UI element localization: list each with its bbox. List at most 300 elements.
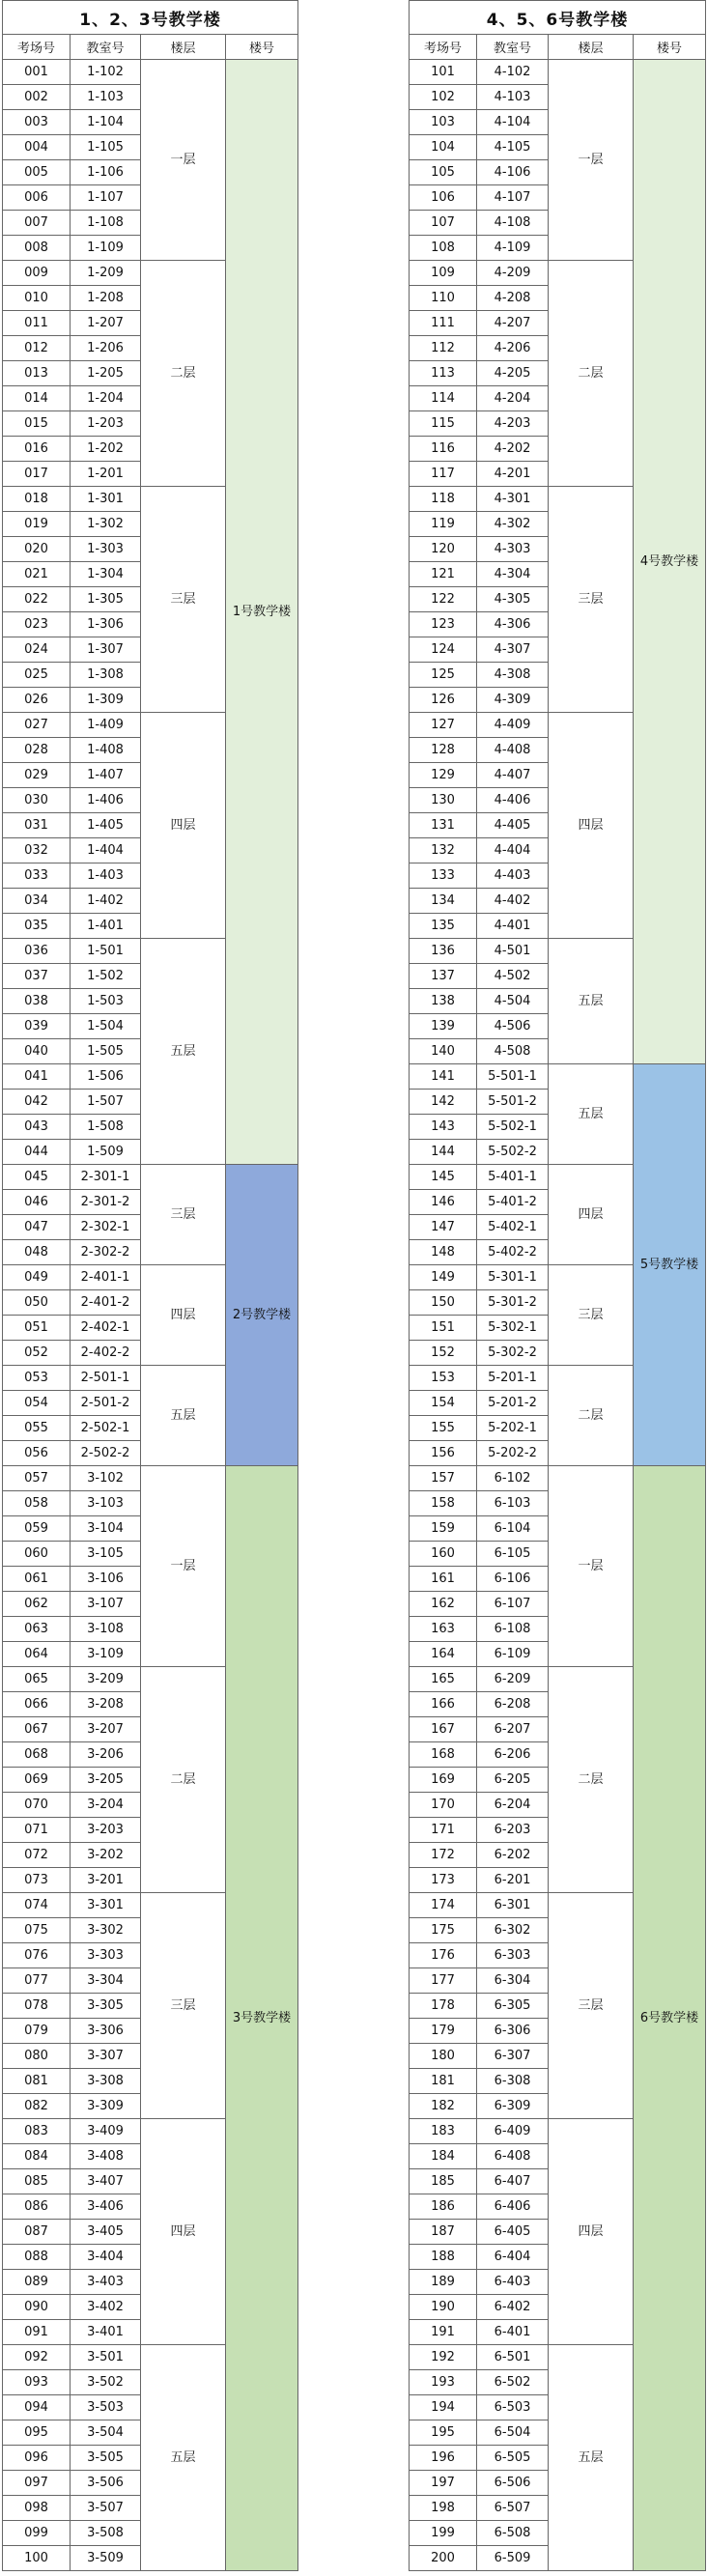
classroom-cell: 3-305: [71, 1994, 141, 2019]
exam-number-cell: 132: [410, 838, 477, 863]
exam-number-cell: 012: [3, 336, 71, 361]
classroom-cell: 6-406: [477, 2194, 549, 2220]
exam-number-cell: 037: [3, 964, 71, 989]
exam-number-cell: 058: [3, 1491, 71, 1516]
exam-number-cell: 130: [410, 788, 477, 813]
classroom-cell: 1-201: [71, 462, 141, 487]
exam-number-cell: 155: [410, 1416, 477, 1441]
exam-number-cell: 004: [3, 135, 71, 160]
table-row: [410, 60, 706, 85]
header-room-no: 教室号: [477, 35, 549, 60]
classroom-cell: 3-303: [71, 1943, 141, 1968]
exam-number-cell: 002: [3, 85, 71, 110]
floor-cell: 三层: [141, 487, 226, 713]
exam-number-cell: 031: [3, 813, 71, 838]
exam-number-cell: 105: [410, 160, 477, 185]
exam-number-cell: 007: [3, 211, 71, 236]
classroom-cell: 6-307: [477, 2044, 549, 2069]
exam-number-cell: 077: [3, 1968, 71, 1994]
classroom-cell: 1-301: [71, 487, 141, 512]
exam-number-cell: 026: [3, 688, 71, 713]
header-floor: 楼层: [141, 35, 226, 60]
exam-number-cell: 180: [410, 2044, 477, 2069]
classroom-cell: 3-402: [71, 2295, 141, 2320]
classroom-cell: 6-205: [477, 1768, 549, 1793]
exam-number-cell: 193: [410, 2370, 477, 2395]
classroom-cell: 1-403: [71, 863, 141, 889]
exam-number-cell: 052: [3, 1341, 71, 1366]
classroom-cell: 3-204: [71, 1793, 141, 1818]
classroom-cell: 1-107: [71, 185, 141, 211]
exam-number-cell: 140: [410, 1039, 477, 1064]
classroom-cell: 5-401-2: [477, 1190, 549, 1215]
classroom-cell: 6-404: [477, 2245, 549, 2270]
exam-number-cell: 185: [410, 2169, 477, 2194]
classroom-cell: 4-308: [477, 663, 549, 688]
classroom-cell: 2-501-2: [71, 1391, 141, 1416]
classroom-cell: 4-409: [477, 713, 549, 738]
exam-number-cell: 195: [410, 2420, 477, 2446]
classroom-cell: 4-105: [477, 135, 549, 160]
exam-number-cell: 097: [3, 2471, 71, 2496]
classroom-cell: 2-402-2: [71, 1341, 141, 1366]
classroom-cell: 3-207: [71, 1717, 141, 1742]
exam-number-cell: 086: [3, 2194, 71, 2220]
classroom-cell: 3-301: [71, 1893, 141, 1918]
exam-number-cell: 148: [410, 1240, 477, 1265]
exam-number-cell: 043: [3, 1115, 71, 1140]
classroom-cell: 4-108: [477, 211, 549, 236]
classroom-cell: 1-206: [71, 336, 141, 361]
classroom-cell: 6-407: [477, 2169, 549, 2194]
classroom-cell: 4-309: [477, 688, 549, 713]
exam-number-cell: 091: [3, 2320, 71, 2345]
classroom-cell: 3-408: [71, 2144, 141, 2169]
classroom-cell: 1-204: [71, 386, 141, 411]
exam-number-cell: 062: [3, 1592, 71, 1617]
floor-cell: 二层: [549, 261, 634, 487]
exam-number-cell: 001: [3, 60, 71, 85]
classroom-cell: 2-301-2: [71, 1190, 141, 1215]
exam-number-cell: 187: [410, 2220, 477, 2245]
exam-number-cell: 168: [410, 1742, 477, 1768]
exam-number-cell: 104: [410, 135, 477, 160]
exam-number-cell: 175: [410, 1918, 477, 1943]
exam-number-cell: 008: [3, 236, 71, 261]
exam-number-cell: 129: [410, 763, 477, 788]
classroom-cell: 4-302: [477, 512, 549, 537]
exam-number-cell: 082: [3, 2094, 71, 2119]
exam-number-cell: 083: [3, 2119, 71, 2144]
classroom-cell: 2-302-1: [71, 1215, 141, 1240]
exam-number-cell: 056: [3, 1441, 71, 1466]
floor-cell: 五层: [141, 2345, 226, 2571]
classroom-cell: 3-508: [71, 2521, 141, 2546]
exam-number-cell: 018: [3, 487, 71, 512]
floor-cell: 三层: [549, 487, 634, 713]
exam-number-cell: 137: [410, 964, 477, 989]
exam-number-cell: 133: [410, 863, 477, 889]
exam-number-cell: 118: [410, 487, 477, 512]
exam-number-cell: 066: [3, 1692, 71, 1717]
classroom-cell: 4-304: [477, 562, 549, 587]
floor-cell: 五层: [141, 939, 226, 1165]
exam-number-cell: 167: [410, 1717, 477, 1742]
floor-cell: 二层: [549, 1366, 634, 1466]
header-building: 楼号: [634, 35, 706, 60]
classroom-cell: 6-303: [477, 1943, 549, 1968]
classroom-cell: 5-402-2: [477, 1240, 549, 1265]
exam-number-cell: 153: [410, 1366, 477, 1391]
exam-number-cell: 035: [3, 914, 71, 939]
classroom-cell: 1-506: [71, 1064, 141, 1090]
classroom-cell: 3-403: [71, 2270, 141, 2295]
exam-number-cell: 183: [410, 2119, 477, 2144]
exam-number-cell: 022: [3, 587, 71, 612]
classroom-cell: 3-503: [71, 2395, 141, 2420]
classroom-cell: 1-103: [71, 85, 141, 110]
classroom-cell: 1-509: [71, 1140, 141, 1165]
exam-number-cell: 100: [3, 2546, 71, 2571]
classroom-cell: 4-107: [477, 185, 549, 211]
exam-number-cell: 154: [410, 1391, 477, 1416]
exam-number-cell: 041: [3, 1064, 71, 1090]
exam-number-cell: 170: [410, 1793, 477, 1818]
floor-cell: 二层: [141, 261, 226, 487]
classroom-cell: 1-102: [71, 60, 141, 85]
exam-number-cell: 021: [3, 562, 71, 587]
exam-number-cell: 055: [3, 1416, 71, 1441]
exam-room-table-left: [2, 0, 298, 2571]
classroom-cell: 1-408: [71, 738, 141, 763]
exam-number-cell: 099: [3, 2521, 71, 2546]
classroom-cell: 4-104: [477, 110, 549, 135]
exam-number-cell: 177: [410, 1968, 477, 1994]
exam-number-cell: 131: [410, 813, 477, 838]
classroom-cell: 4-201: [477, 462, 549, 487]
classroom-cell: 3-404: [71, 2245, 141, 2270]
classroom-cell: 5-201-2: [477, 1391, 549, 1416]
classroom-cell: 1-203: [71, 411, 141, 437]
exam-number-cell: 093: [3, 2370, 71, 2395]
classroom-cell: 6-109: [477, 1642, 549, 1667]
exam-number-cell: 139: [410, 1014, 477, 1039]
floor-cell: 一层: [549, 1466, 634, 1667]
classroom-cell: 3-501: [71, 2345, 141, 2370]
classroom-cell: 6-104: [477, 1516, 549, 1542]
exam-number-cell: 160: [410, 1542, 477, 1567]
exam-number-cell: 054: [3, 1391, 71, 1416]
exam-number-cell: 051: [3, 1316, 71, 1341]
exam-number-cell: 200: [410, 2546, 477, 2571]
classroom-cell: 6-507: [477, 2496, 549, 2521]
exam-number-cell: 059: [3, 1516, 71, 1542]
classroom-cell: 5-202-2: [477, 1441, 549, 1466]
classroom-cell: 5-201-1: [477, 1366, 549, 1391]
classroom-cell: 3-201: [71, 1868, 141, 1893]
classroom-cell: 6-106: [477, 1567, 549, 1592]
exam-number-cell: 010: [3, 286, 71, 311]
exam-number-cell: 014: [3, 386, 71, 411]
header-room-no: 教室号: [71, 35, 141, 60]
exam-number-cell: 144: [410, 1140, 477, 1165]
classroom-cell: 6-504: [477, 2420, 549, 2446]
table-row: [3, 60, 298, 85]
classroom-cell: 6-405: [477, 2220, 549, 2245]
classroom-cell: 6-508: [477, 2521, 549, 2546]
classroom-cell: 5-502-2: [477, 1140, 549, 1165]
classroom-cell: 1-202: [71, 437, 141, 462]
floor-cell: 四层: [141, 1265, 226, 1366]
exam-number-cell: 067: [3, 1717, 71, 1742]
exam-number-cell: 069: [3, 1768, 71, 1793]
classroom-cell: 3-304: [71, 1968, 141, 1994]
classroom-cell: 6-503: [477, 2395, 549, 2420]
exam-number-cell: 065: [3, 1667, 71, 1692]
exam-number-cell: 032: [3, 838, 71, 863]
exam-number-cell: 181: [410, 2069, 477, 2094]
exam-number-cell: 089: [3, 2270, 71, 2295]
exam-number-cell: 149: [410, 1265, 477, 1290]
exam-number-cell: 199: [410, 2521, 477, 2546]
exam-number-cell: 182: [410, 2094, 477, 2119]
exam-number-cell: 172: [410, 1843, 477, 1868]
floor-cell: 四层: [141, 2119, 226, 2345]
classroom-cell: 4-506: [477, 1014, 549, 1039]
exam-number-cell: 159: [410, 1516, 477, 1542]
exam-number-cell: 112: [410, 336, 477, 361]
exam-number-cell: 088: [3, 2245, 71, 2270]
exam-number-cell: 106: [410, 185, 477, 211]
classroom-cell: 3-502: [71, 2370, 141, 2395]
floor-cell: 三层: [549, 1893, 634, 2119]
classroom-cell: 2-502-1: [71, 1416, 141, 1441]
classroom-cell: 1-305: [71, 587, 141, 612]
exam-number-cell: 143: [410, 1115, 477, 1140]
classroom-cell: 1-402: [71, 889, 141, 914]
exam-number-cell: 178: [410, 1994, 477, 2019]
exam-number-cell: 092: [3, 2345, 71, 2370]
classroom-cell: 3-203: [71, 1818, 141, 1843]
exam-number-cell: 024: [3, 637, 71, 663]
classroom-cell: 6-209: [477, 1667, 549, 1692]
exam-number-cell: 030: [3, 788, 71, 813]
classroom-cell: 4-303: [477, 537, 549, 562]
exam-number-cell: 038: [3, 989, 71, 1014]
exam-number-cell: 128: [410, 738, 477, 763]
exam-number-cell: 107: [410, 211, 477, 236]
classroom-cell: 1-406: [71, 788, 141, 813]
classroom-cell: 4-106: [477, 160, 549, 185]
classroom-cell: 1-303: [71, 537, 141, 562]
classroom-cell: 1-503: [71, 989, 141, 1014]
classroom-cell: 5-202-1: [477, 1416, 549, 1441]
classroom-cell: 3-209: [71, 1667, 141, 1692]
table-row: [410, 1064, 706, 1090]
classroom-cell: 1-109: [71, 236, 141, 261]
exam-number-cell: 115: [410, 411, 477, 437]
exam-number-cell: 005: [3, 160, 71, 185]
exam-number-cell: 047: [3, 1215, 71, 1240]
classroom-cell: 3-104: [71, 1516, 141, 1542]
exam-number-cell: 050: [3, 1290, 71, 1316]
classroom-cell: 4-102: [477, 60, 549, 85]
exam-number-cell: 190: [410, 2295, 477, 2320]
classroom-cell: 6-505: [477, 2446, 549, 2471]
exam-number-cell: 117: [410, 462, 477, 487]
exam-number-cell: 080: [3, 2044, 71, 2069]
classroom-cell: 3-407: [71, 2169, 141, 2194]
classroom-cell: 1-404: [71, 838, 141, 863]
classroom-cell: 1-401: [71, 914, 141, 939]
exam-number-cell: 165: [410, 1667, 477, 1692]
classroom-cell: 6-502: [477, 2370, 549, 2395]
exam-number-cell: 063: [3, 1617, 71, 1642]
classroom-cell: 3-307: [71, 2044, 141, 2069]
building-cell: 5号教学楼: [634, 1064, 706, 1466]
exam-number-cell: 138: [410, 989, 477, 1014]
exam-number-cell: 071: [3, 1818, 71, 1843]
floor-cell: 三层: [141, 1893, 226, 2119]
exam-number-cell: 125: [410, 663, 477, 688]
exam-number-cell: 121: [410, 562, 477, 587]
exam-number-cell: 156: [410, 1441, 477, 1466]
classroom-cell: 1-205: [71, 361, 141, 386]
classroom-cell: 4-301: [477, 487, 549, 512]
exam-number-cell: 039: [3, 1014, 71, 1039]
classroom-cell: 1-407: [71, 763, 141, 788]
exam-number-cell: 147: [410, 1215, 477, 1240]
table-row: [3, 1165, 298, 1190]
exam-number-cell: 098: [3, 2496, 71, 2521]
classroom-cell: 6-103: [477, 1491, 549, 1516]
exam-number-cell: 110: [410, 286, 477, 311]
exam-number-cell: 017: [3, 462, 71, 487]
exam-number-cell: 015: [3, 411, 71, 437]
floor-cell: 三层: [549, 1265, 634, 1366]
classroom-cell: 6-408: [477, 2144, 549, 2169]
classroom-cell: 4-407: [477, 763, 549, 788]
exam-number-cell: 116: [410, 437, 477, 462]
classroom-cell: 3-308: [71, 2069, 141, 2094]
exam-number-cell: 197: [410, 2471, 477, 2496]
classroom-cell: 4-103: [477, 85, 549, 110]
classroom-cell: 6-108: [477, 1617, 549, 1642]
exam-number-cell: 184: [410, 2144, 477, 2169]
classroom-cell: 3-405: [71, 2220, 141, 2245]
classroom-cell: 6-202: [477, 1843, 549, 1868]
classroom-cell: 1-302: [71, 512, 141, 537]
classroom-cell: 6-105: [477, 1542, 549, 1567]
table-row: [3, 1466, 298, 1491]
classroom-cell: 3-106: [71, 1567, 141, 1592]
classroom-cell: 4-202: [477, 437, 549, 462]
exam-number-cell: 194: [410, 2395, 477, 2420]
classroom-cell: 1-308: [71, 663, 141, 688]
classroom-cell: 4-403: [477, 863, 549, 889]
building-cell: 1号教学楼: [226, 60, 298, 1165]
table-title: 4、5、6号教学楼: [410, 1, 706, 35]
exam-number-cell: 188: [410, 2245, 477, 2270]
exam-number-cell: 064: [3, 1642, 71, 1667]
exam-number-cell: 198: [410, 2496, 477, 2521]
exam-number-cell: 095: [3, 2420, 71, 2446]
exam-number-cell: 113: [410, 361, 477, 386]
classroom-cell: 1-106: [71, 160, 141, 185]
exam-number-cell: 070: [3, 1793, 71, 1818]
exam-number-cell: 072: [3, 1843, 71, 1868]
exam-number-cell: 033: [3, 863, 71, 889]
exam-number-cell: 102: [410, 85, 477, 110]
exam-number-cell: 166: [410, 1692, 477, 1717]
exam-number-cell: 111: [410, 311, 477, 336]
classroom-cell: 1-306: [71, 612, 141, 637]
exam-number-cell: 029: [3, 763, 71, 788]
exam-number-cell: 020: [3, 537, 71, 562]
exam-number-cell: 126: [410, 688, 477, 713]
exam-number-cell: 120: [410, 537, 477, 562]
classroom-cell: 1-507: [71, 1090, 141, 1115]
exam-number-cell: 152: [410, 1341, 477, 1366]
classroom-cell: 6-301: [477, 1893, 549, 1918]
classroom-cell: 1-105: [71, 135, 141, 160]
table-row: [410, 1466, 706, 1491]
classroom-cell: 6-309: [477, 2094, 549, 2119]
exam-number-cell: 150: [410, 1290, 477, 1316]
exam-number-cell: 094: [3, 2395, 71, 2420]
exam-number-cell: 135: [410, 914, 477, 939]
classroom-cell: 1-207: [71, 311, 141, 336]
classroom-cell: 1-208: [71, 286, 141, 311]
classroom-cell: 6-302: [477, 1918, 549, 1943]
exam-number-cell: 189: [410, 2270, 477, 2295]
classroom-cell: 3-306: [71, 2019, 141, 2044]
table-title: 1、2、3号教学楼: [3, 1, 298, 35]
classroom-cell: 6-409: [477, 2119, 549, 2144]
classroom-cell: 2-302-2: [71, 1240, 141, 1265]
classroom-cell: 2-401-2: [71, 1290, 141, 1316]
exam-number-cell: 027: [3, 713, 71, 738]
floor-cell: 一层: [549, 60, 634, 261]
exam-number-cell: 074: [3, 1893, 71, 1918]
header-floor: 楼层: [549, 35, 634, 60]
exam-number-cell: 163: [410, 1617, 477, 1642]
exam-number-cell: 009: [3, 261, 71, 286]
floor-cell: 四层: [549, 2119, 634, 2345]
classroom-cell: 4-408: [477, 738, 549, 763]
classroom-cell: 2-502-2: [71, 1441, 141, 1466]
exam-number-cell: 169: [410, 1768, 477, 1793]
classroom-cell: 5-302-1: [477, 1316, 549, 1341]
classroom-cell: 3-102: [71, 1466, 141, 1491]
classroom-cell: 3-109: [71, 1642, 141, 1667]
classroom-cell: 4-306: [477, 612, 549, 637]
classroom-cell: 4-205: [477, 361, 549, 386]
classroom-cell: 3-406: [71, 2194, 141, 2220]
classroom-cell: 6-102: [477, 1466, 549, 1491]
exam-number-cell: 108: [410, 236, 477, 261]
exam-number-cell: 057: [3, 1466, 71, 1491]
header-building: 楼号: [226, 35, 298, 60]
classroom-cell: 3-507: [71, 2496, 141, 2521]
classroom-cell: 2-401-1: [71, 1265, 141, 1290]
classroom-cell: 4-404: [477, 838, 549, 863]
exam-number-cell: 123: [410, 612, 477, 637]
classroom-cell: 4-305: [477, 587, 549, 612]
classroom-cell: 3-107: [71, 1592, 141, 1617]
classroom-cell: 3-401: [71, 2320, 141, 2345]
classroom-cell: 6-509: [477, 2546, 549, 2571]
